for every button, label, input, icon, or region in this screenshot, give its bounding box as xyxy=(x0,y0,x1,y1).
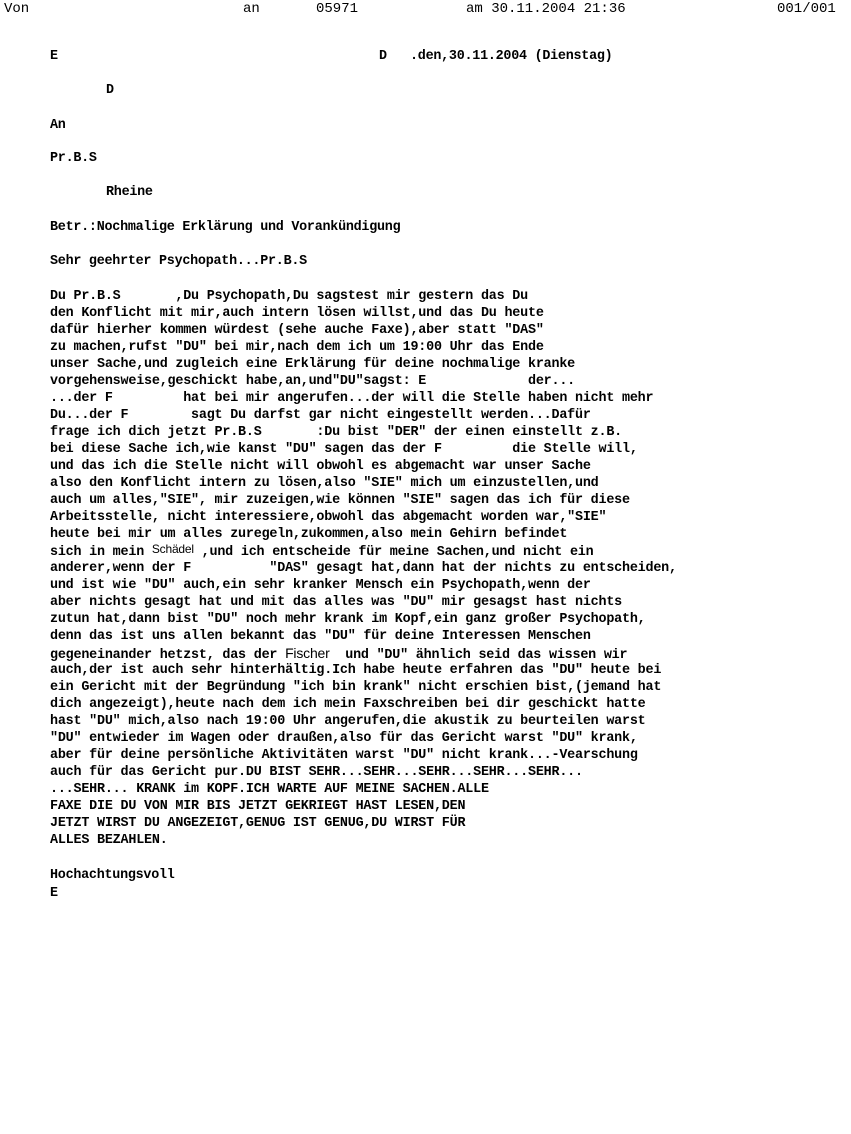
recipient-name: Pr.B.S xyxy=(50,151,97,166)
body-line xyxy=(50,645,677,662)
fax-page-count: 001/001 xyxy=(777,1,836,17)
recipient-city: Rheine xyxy=(106,185,153,200)
body-line xyxy=(50,543,677,560)
body-line: den Konflicht mit mir,auch intern lösen willst,und das Du heute xyxy=(50,306,544,321)
place-date-prefix: D xyxy=(379,49,387,64)
letter-body xyxy=(50,288,677,849)
sender-city: D xyxy=(106,83,114,98)
body-line: Du...der F sagt Du darfst gar nicht eingestellt werden...Dafür xyxy=(50,408,591,423)
handwritten-word: Fischer xyxy=(285,645,330,661)
body-line: JETZT WIRST DU ANGEZEIGT,GENUG IST GENUG,DU WIRST FÜR xyxy=(50,816,466,831)
body-line: und das ich die Stelle nicht will obwohl es abgemacht war unser Sache xyxy=(50,459,591,474)
body-line: und ist wie "DU" auch,ein sehr kranker Mensch ein Psychopath,wenn der xyxy=(50,578,591,593)
fax-number: 05971 xyxy=(316,1,359,17)
body-line: ein Gericht mit der Begründung "ich bin krank" nicht erschien bist,(jemand hat xyxy=(50,680,662,695)
fax-header xyxy=(0,0,851,20)
body-line: dafür hierher kommen würdest (sehe auche Faxe),aber statt "DAS" xyxy=(50,323,544,338)
body-line-part: sich in mein xyxy=(50,545,152,560)
to-label: An xyxy=(50,118,66,133)
body-line: anderer,wenn der F "DAS" gesagt hat,dann hat der nichts zu entscheiden, xyxy=(50,561,677,576)
body-line-part: und "DU" ähnlich seid das wissen wir xyxy=(329,648,628,663)
body-line: vorgehensweise,geschickt habe,an,und"DU"sagst: E der... xyxy=(50,374,575,389)
body-line: Arbeitsstelle, nicht interessiere,obwohl das abgemacht worden war,"SIE" xyxy=(50,510,607,525)
fax-to-label: an xyxy=(243,1,260,17)
body-line: aber für deine persönliche Aktivitäten warst "DU" nicht krank...-Vearschung xyxy=(50,748,638,763)
body-line-part: gegeneinander hetzst, das der xyxy=(50,648,286,663)
fax-timestamp: am 30.11.2004 21:36 xyxy=(466,1,626,17)
body-line-part: ,und ich entscheide für meine Sachen,und nicht ein xyxy=(193,545,594,560)
body-line: ALLES BEZAHLEN. xyxy=(50,833,168,848)
body-line: auch,der ist auch sehr hinterhältig.Ich habe heute erfahren das "DU" heute bei xyxy=(50,663,662,678)
body-line: bei diese Sache ich,wie kanst "DU" sagen das der F die Stelle will, xyxy=(50,442,638,457)
body-line: FAXE DIE DU VON MIR BIS JETZT GEKRIEGT HAST LESEN,DEN xyxy=(50,799,466,814)
sender-initial: E xyxy=(50,49,58,64)
signature: E xyxy=(50,886,58,901)
body-line: Du Pr.B.S ,Du Psychopath,Du sagstest mir gestern das Du xyxy=(50,289,528,304)
body-line: heute bei mir um alles zuregeln,zukommen,also mein Gehirn befindet xyxy=(50,527,568,542)
fax-from-label: Von xyxy=(4,1,30,17)
body-line: unser Sache,und zugleich eine Erklärung für deine nochmalige kranke xyxy=(50,357,575,372)
body-line: dich angezeigt),heute nach dem ich mein Faxschreiben bei dir geschickt hatte xyxy=(50,697,646,712)
body-line: denn das ist uns allen bekannt das "DU" für deine Interessen Menschen xyxy=(50,629,591,644)
handwritten-word: Schädel xyxy=(151,542,194,556)
body-line: ...SEHR... KRANK im KOPF.ICH WARTE AUF MEINE SACHEN.ALLE xyxy=(50,782,489,797)
body-line: zutun hat,dann bist "DU" noch mehr krank im Kopf,ein ganz großer Psychopath, xyxy=(50,612,646,627)
place-date: .den,30.11.2004 (Dienstag) xyxy=(410,49,613,64)
body-line: zu machen,rufst "DU" bei mir,nach dem ich um 19:00 Uhr das Ende xyxy=(50,340,544,355)
body-line: ...der F hat bei mir angerufen...der will die Stelle haben nicht mehr xyxy=(50,391,654,406)
body-line: aber nichts gesagt hat und mit das alles was "DU" mir gesagst hast nichts xyxy=(50,595,623,610)
body-line: hast "DU" mich,also nach 19:00 Uhr angerufen,die akustik zu beurteilen warst xyxy=(50,714,646,729)
subject-line: Betr.:Nochmalige Erklärung und Vorankündigung xyxy=(50,220,401,235)
salutation: Sehr geehrter Psychopath...Pr.B.S xyxy=(50,254,307,269)
closing: Hochachtungsvoll xyxy=(50,868,175,883)
body-line: frage ich dich jetzt Pr.B.S :Du bist "DER" der einen einstellt z.B. xyxy=(50,425,623,440)
body-line: "DU" entwieder im Wagen oder draußen,also für das Gericht warst "DU" krank, xyxy=(50,731,638,746)
body-line: auch für das Gericht pur.DU BIST SEHR...SEHR...SEHR...SEHR...SEHR... xyxy=(50,765,583,780)
body-line: also den Konflicht intern zu lösen,also "SIE" mich um einzustellen,und xyxy=(50,476,599,491)
body-line: auch um alles,"SIE", mir zuzeigen,wie können "SIE" sagen das ich für diese xyxy=(50,493,630,508)
